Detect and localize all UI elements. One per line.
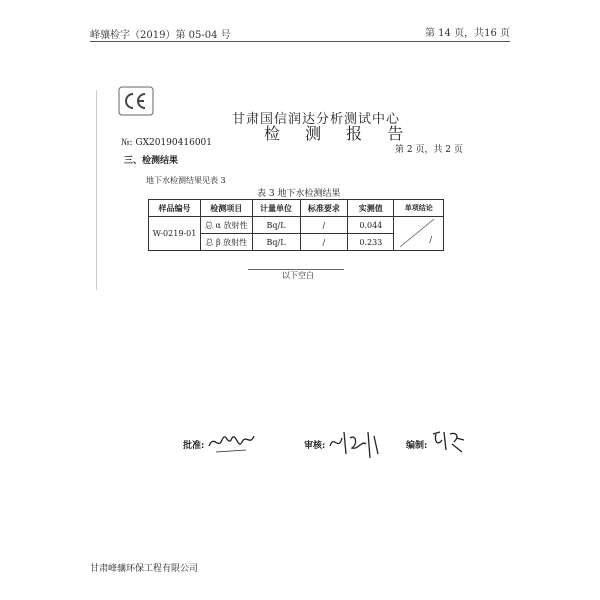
report-title: 检 测 报 告 xyxy=(264,124,414,143)
cell-unit: Bq/L xyxy=(252,217,300,234)
cell-conclusion-value: / xyxy=(429,235,433,244)
footer-company: 甘肃峰骧环保工程有限公司 xyxy=(90,564,199,574)
cell-value: 0.044 xyxy=(348,217,394,234)
col-header-unit: 计量单位 xyxy=(252,200,300,217)
cell-standard: / xyxy=(300,217,348,234)
review-label: 审核: xyxy=(304,441,326,451)
results-table xyxy=(148,199,444,251)
table-title: 表 3 地下水检测结果 xyxy=(257,189,341,199)
approve-signature xyxy=(206,428,256,456)
results-note: 地下水检测结果见表 3 xyxy=(146,176,226,185)
cell-unit: Bq/L xyxy=(252,234,300,251)
col-header-standard: 标准要求 xyxy=(300,200,348,217)
cell-item: 总 α 放射性 xyxy=(201,217,253,234)
organization-name: 甘肃国信润达分析测试中心 xyxy=(232,112,401,127)
cell-standard: / xyxy=(300,234,348,251)
report-page-info: 第 2 页，共 2 页 xyxy=(395,145,463,155)
scan-margin-line xyxy=(96,90,97,290)
strike-mark xyxy=(394,217,444,249)
section-heading: 三、检测结果 xyxy=(124,156,179,166)
compile-label: 编制: xyxy=(406,441,428,451)
blank-notice: 以下空白 xyxy=(282,271,314,280)
compile-signature xyxy=(430,428,466,454)
approve-label: 批准: xyxy=(183,441,205,451)
table-header-row xyxy=(149,200,444,217)
header-doc-ref: 峰骧检字（2019）第 05-04 号 xyxy=(90,30,231,41)
col-header-item: 检测项目 xyxy=(201,200,253,217)
header-page-info: 第 14 页，共16 页 xyxy=(425,28,510,39)
col-header-sample-id: 样品编号 xyxy=(149,200,201,217)
col-header-value: 实测值 xyxy=(348,200,394,217)
cell-conclusion xyxy=(394,217,444,251)
report-number: №: GX20190416001 xyxy=(121,138,212,148)
cell-sample-id: W-0219-01 xyxy=(149,217,201,251)
header-divider xyxy=(90,41,510,42)
certification-logo xyxy=(118,86,154,116)
cell-value: 0.233 xyxy=(348,234,394,251)
review-signature xyxy=(326,424,382,460)
table-row xyxy=(149,217,444,234)
col-header-conclusion: 单项结论 xyxy=(394,200,444,217)
cell-item: 总 β 放射性 xyxy=(201,234,253,251)
